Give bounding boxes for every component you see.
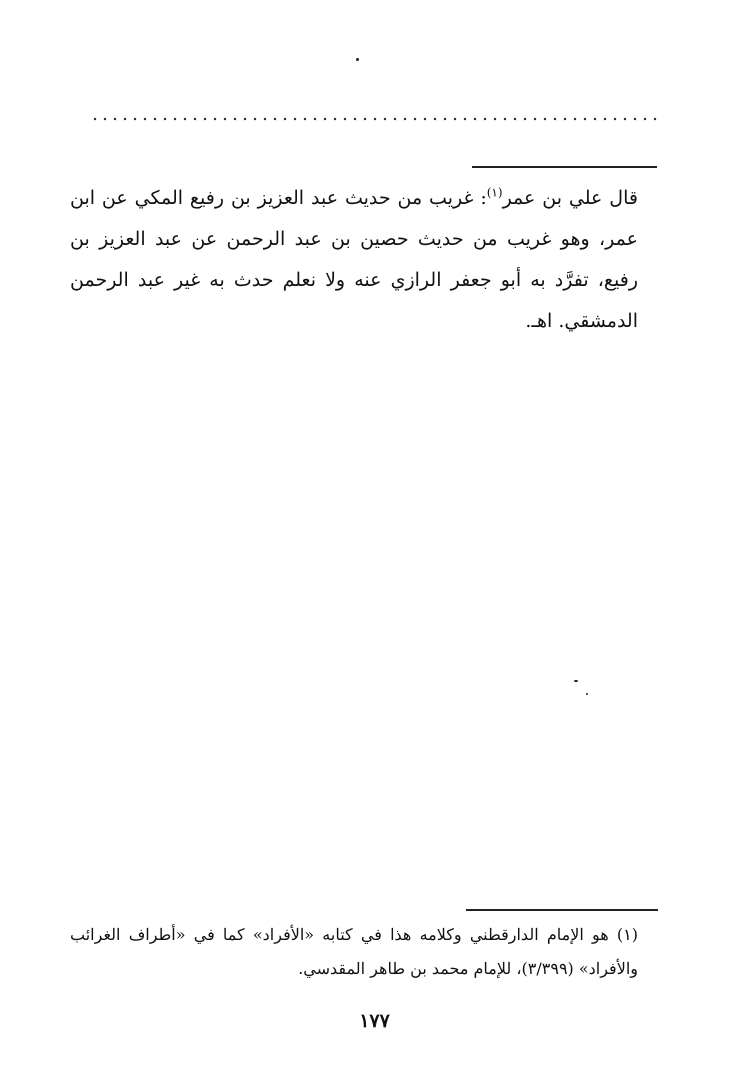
paragraph-rest: : غريب من حديث عبد العزيز بن رفيع المكي عن ابن عمر، وهو غريب من حديث حصين بن عبد الرحمن عن عبد العزيز بن رفيع، تفرَّد به أبو جعفر الرازي عنه ولا نعلم حدث به غير عبد الرحمن الدمشقي. اهـ. [70,187,638,332]
page-number: ١٧٧ [359,1010,390,1032]
footnote-rule [466,909,658,911]
section-rule [472,166,657,168]
scan-speck [356,58,359,61]
footnote-text: (١) هو الإمام الدارقطني وكلامه هذا في كتابه «الأفراد» كما في «أطراف الغرائب والأفراد» (٣/٣٩٩)، للإمام محمد بن طاهر المقدسي. [70,925,638,978]
dotted-separator [90,117,658,121]
scan-speck [586,693,588,695]
scan-speck [574,680,578,682]
footnote-reference[interactable]: (١) [486,185,503,200]
main-paragraph [70,178,638,342]
footnote [70,918,638,986]
paragraph-start: قال علي بن عمر [502,187,638,209]
main-text [70,178,638,342]
